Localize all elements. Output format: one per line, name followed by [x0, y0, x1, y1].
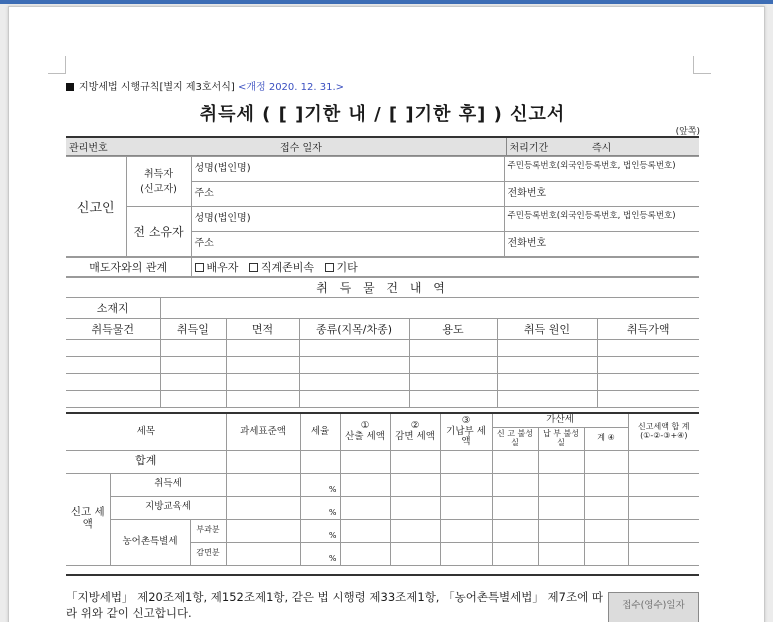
- property-row: [66, 391, 699, 408]
- col-acquisition-cause: 취득 원인: [497, 319, 597, 340]
- property-cell[interactable]: [597, 391, 699, 408]
- tax-cell[interactable]: [538, 496, 584, 519]
- tax-cell[interactable]: [226, 496, 300, 519]
- levied-portion-label: 부과분: [190, 519, 226, 542]
- declaration-section: [66, 574, 699, 620]
- tax-cell[interactable]: [628, 473, 699, 496]
- tax-cell[interactable]: [440, 519, 492, 542]
- acquirer-subtitle: (신고자): [140, 183, 177, 195]
- acquirer-phone-field[interactable]: 전화번호: [504, 182, 699, 207]
- tax-cell[interactable]: [440, 542, 492, 565]
- admin-table: [66, 136, 699, 156]
- prepaid-tax-number: ③: [461, 415, 471, 427]
- tax-cell[interactable]: [390, 450, 440, 473]
- property-cell[interactable]: [497, 357, 597, 374]
- tax-cell[interactable]: [340, 496, 390, 519]
- previous-owner-phone-field[interactable]: 전화번호: [504, 232, 699, 257]
- tax-cell[interactable]: [492, 542, 538, 565]
- col-usage: 용도: [409, 319, 497, 340]
- tax-rate-percent[interactable]: %: [300, 473, 340, 496]
- report-total-header: [628, 413, 699, 450]
- property-cell[interactable]: [160, 391, 226, 408]
- property-cell[interactable]: [66, 374, 160, 391]
- tax-rate-percent[interactable]: %: [300, 542, 340, 565]
- exempt-tax-header: [390, 413, 440, 450]
- tax-rate-percent[interactable]: %: [300, 496, 340, 519]
- property-cell[interactable]: [66, 340, 160, 357]
- property-cell[interactable]: [409, 391, 497, 408]
- form-header: [66, 78, 344, 93]
- property-cell[interactable]: [160, 340, 226, 357]
- tax-cell[interactable]: [226, 519, 300, 542]
- amendment-date: <개정 2020. 12. 31.>: [237, 82, 345, 93]
- property-row: [66, 357, 699, 374]
- previous-owner-address-field[interactable]: 주소: [191, 232, 504, 257]
- page-margin-mark-left: [48, 56, 66, 74]
- tax-cell[interactable]: [628, 496, 699, 519]
- tax-cell[interactable]: [390, 519, 440, 542]
- tax-cell[interactable]: [492, 496, 538, 519]
- report-total-label: 신고세액 합 계: [638, 421, 690, 431]
- form-title: 취득세 ( [ ]기한 내 / [ ]기한 후] ) 신고서: [199, 104, 566, 125]
- report-total-formula: (①-②-③+④): [640, 430, 688, 440]
- location-label: 소재지: [66, 298, 160, 319]
- property-cell[interactable]: [497, 391, 597, 408]
- location-field[interactable]: [160, 298, 699, 319]
- acquirer-id-field[interactable]: 주민등록번호(외국인등록번호, 법인등록번호): [504, 157, 699, 182]
- tax-rate-percent[interactable]: %: [300, 519, 340, 542]
- property-cell[interactable]: [299, 340, 409, 357]
- tax-rate-header: 세율: [300, 413, 340, 450]
- property-cell[interactable]: [597, 357, 699, 374]
- acquisition-tax-row-label: 취득세: [110, 473, 226, 496]
- tax-cell[interactable]: [492, 473, 538, 496]
- tax-cell[interactable]: [538, 519, 584, 542]
- acquirer-title: 취득자: [144, 168, 173, 180]
- tax-cell[interactable]: [390, 542, 440, 565]
- acquirer-label: [126, 157, 191, 207]
- exempt-tax-label: 감면 세액: [395, 430, 435, 442]
- penalty-sum-header: 계 ④: [584, 427, 628, 450]
- tax-cell[interactable]: [226, 450, 300, 473]
- tax-cell[interactable]: [390, 473, 440, 496]
- tax-report-form: [66, 136, 699, 566]
- other-option-label: 기타: [336, 261, 358, 274]
- col-acquired-object: 취득물건: [66, 319, 160, 340]
- property-cell[interactable]: [597, 340, 699, 357]
- exempt-tax-number: ②: [410, 420, 420, 432]
- regulation-reference: 지방세법 시행규칙[별지 제3호서식]: [79, 82, 235, 93]
- lineal-relative-option-label: 직계존비속: [260, 261, 315, 274]
- receipt-date-label: 접수 일자: [276, 137, 506, 156]
- tax-cell[interactable]: [340, 519, 390, 542]
- tax-cell[interactable]: [440, 450, 492, 473]
- computed-tax-label: 산출 세액: [345, 430, 385, 442]
- property-cell[interactable]: [226, 391, 299, 408]
- front-side-label: (앞쪽): [675, 127, 700, 137]
- property-table: [66, 277, 699, 408]
- page-margin-mark-right: [693, 56, 711, 74]
- relation-table: [66, 257, 699, 277]
- spouse-checkbox[interactable]: [195, 263, 204, 272]
- property-cell[interactable]: [299, 391, 409, 408]
- tax-cell[interactable]: [440, 473, 492, 496]
- tax-cell[interactable]: [584, 496, 628, 519]
- tax-cell[interactable]: [584, 542, 628, 565]
- property-cell[interactable]: [226, 374, 299, 391]
- tax-cell[interactable]: [628, 450, 699, 473]
- tax-cell[interactable]: [584, 519, 628, 542]
- tax-cell[interactable]: [340, 450, 390, 473]
- property-row: [66, 374, 699, 391]
- report-tax-group-label: 신고 세액: [66, 473, 110, 565]
- property-cell[interactable]: [409, 357, 497, 374]
- tax-cell[interactable]: [492, 519, 538, 542]
- col-type: 종류(지목/차종): [299, 319, 409, 340]
- property-cell[interactable]: [597, 374, 699, 391]
- relation-options: [191, 258, 699, 277]
- tax-cell[interactable]: [628, 542, 699, 565]
- property-cell[interactable]: [226, 357, 299, 374]
- square-bullet-icon: [66, 83, 74, 91]
- property-section-title: 취 득 물 건 내 역: [66, 278, 699, 298]
- tax-table: [66, 412, 699, 566]
- prepaid-tax-header: [440, 413, 492, 450]
- tax-cell[interactable]: [584, 473, 628, 496]
- tax-cell[interactable]: [628, 519, 699, 542]
- property-cell[interactable]: [299, 374, 409, 391]
- property-cell[interactable]: [66, 357, 160, 374]
- property-cell[interactable]: [497, 340, 597, 357]
- tax-cell[interactable]: [226, 542, 300, 565]
- lineal-relative-checkbox[interactable]: [249, 263, 258, 272]
- reporter-group-label: 신고인: [66, 157, 126, 257]
- window-top-border: [0, 0, 773, 4]
- property-cell[interactable]: [160, 357, 226, 374]
- property-cell[interactable]: [66, 391, 160, 408]
- relation-label: 매도자와의 관계: [66, 258, 191, 277]
- tax-item-header: 세목: [66, 413, 226, 450]
- tax-cell[interactable]: [584, 450, 628, 473]
- col-acquisition-date: 취득일: [160, 319, 226, 340]
- receipt-date-stamp-box: 접수(영수)일자: [608, 592, 699, 622]
- tax-cell[interactable]: [340, 473, 390, 496]
- prepaid-tax-label: 기납부 세 액: [446, 425, 486, 447]
- tax-cell[interactable]: [538, 542, 584, 565]
- local-education-tax-row-label: 지방교육세: [110, 496, 226, 519]
- tax-cell[interactable]: [300, 450, 340, 473]
- declaration-text: 「지방세법」 제20조제1항, 제152조제1항, 같은 법 시행령 제33조제1항, 「농어촌특별세법」 제7조에 따라 위와 같이 신고합니다.: [66, 590, 603, 620]
- penalty-header: 가산세: [492, 413, 628, 427]
- previous-owner-label: 전 소유자: [126, 207, 191, 257]
- property-cell[interactable]: [409, 340, 497, 357]
- processing-period-value: 즉시: [586, 137, 699, 156]
- computed-tax-number: ①: [360, 420, 370, 432]
- property-row: [66, 340, 699, 357]
- tax-cell[interactable]: [390, 496, 440, 519]
- acquirer-address-field[interactable]: 주소: [191, 182, 504, 207]
- management-number-label: 관리번호: [66, 137, 276, 156]
- tax-cell[interactable]: [226, 473, 300, 496]
- tax-cell[interactable]: [538, 473, 584, 496]
- property-cell[interactable]: [299, 357, 409, 374]
- other-checkbox[interactable]: [325, 263, 334, 272]
- reporter-table: [66, 156, 699, 257]
- previous-owner-id-field[interactable]: 주민등록번호(외국인등록번호, 법인등록번호): [504, 207, 699, 232]
- tax-base-header: 과세표준액: [226, 413, 300, 450]
- tax-cell[interactable]: [340, 542, 390, 565]
- property-cell[interactable]: [497, 374, 597, 391]
- col-area: 면적: [226, 319, 299, 340]
- col-acquisition-price: 취득가액: [597, 319, 699, 340]
- property-cell[interactable]: [409, 374, 497, 391]
- penalty-late-payment-header: 납 부 불성실: [538, 427, 584, 450]
- property-cell[interactable]: [160, 374, 226, 391]
- rural-special-tax-row-label: 농어촌특별세: [110, 519, 190, 565]
- spouse-option-label: 배우자: [206, 261, 239, 274]
- previous-owner-name-field[interactable]: 성명(법인명): [191, 207, 504, 232]
- processing-period-label: 처리기간: [506, 137, 586, 156]
- property-cell[interactable]: [226, 340, 299, 357]
- tax-cell[interactable]: [538, 450, 584, 473]
- exempt-portion-label: 감면분: [190, 542, 226, 565]
- acquirer-name-field[interactable]: 성명(법인명): [191, 157, 504, 182]
- penalty-late-report-header: 신 고 불성실: [492, 427, 538, 450]
- computed-tax-header: [340, 413, 390, 450]
- tax-cell[interactable]: [440, 496, 492, 519]
- total-row-label: 합계: [66, 450, 226, 473]
- tax-cell[interactable]: [492, 450, 538, 473]
